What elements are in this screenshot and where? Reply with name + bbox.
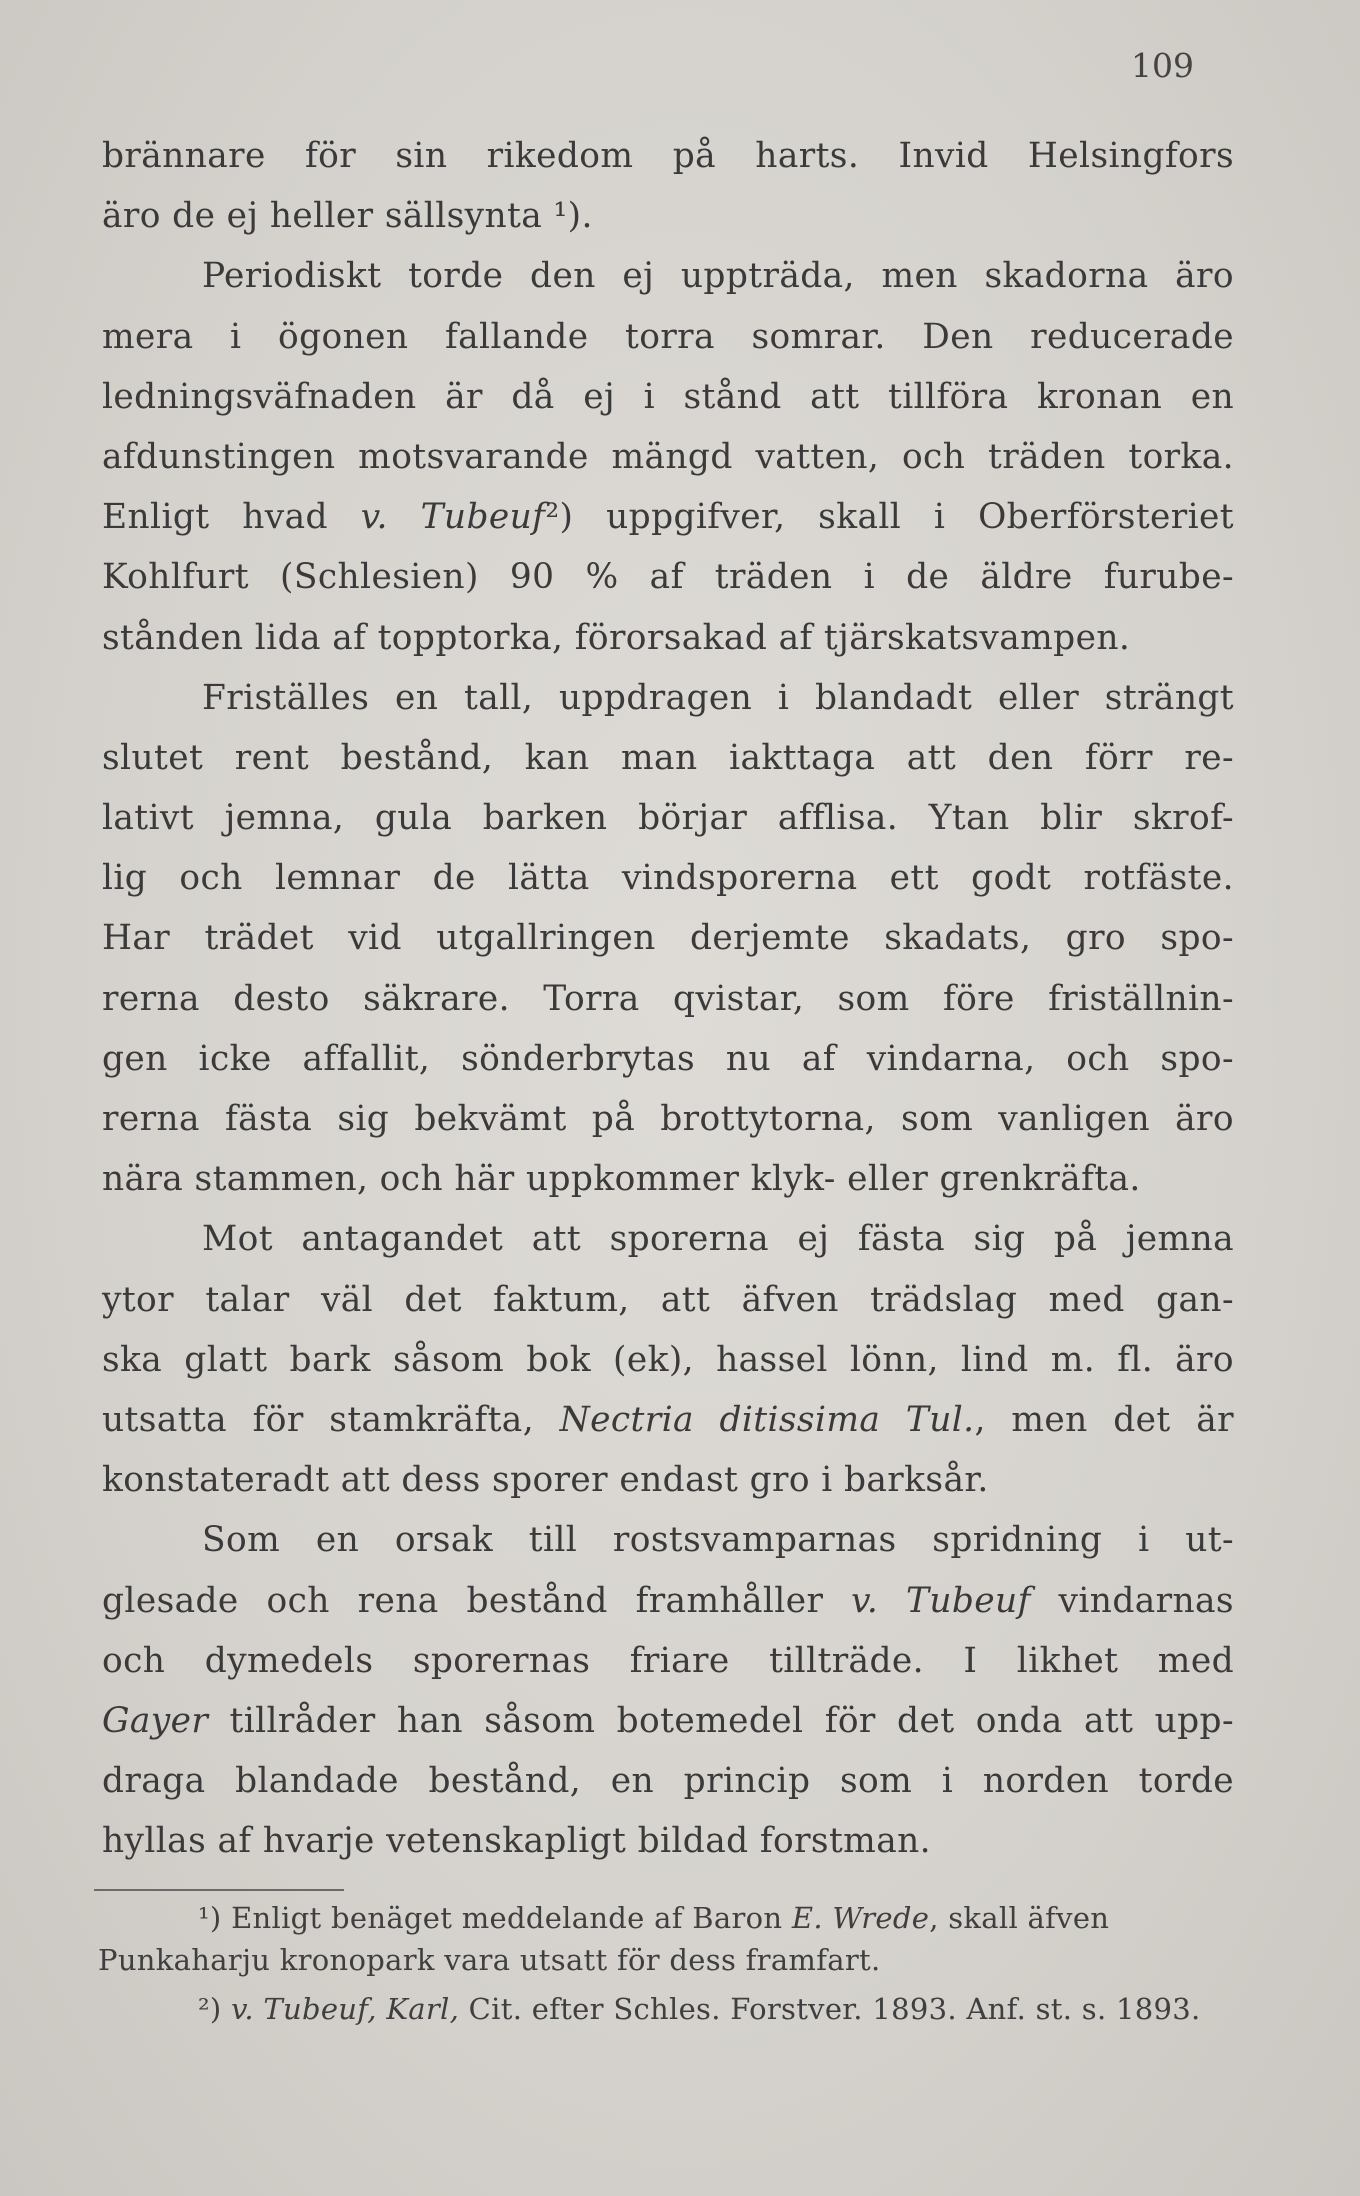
page-number: 109 bbox=[1131, 46, 1194, 85]
text-line: afdunstingen motsvarande mängd vatten, och träden torka. bbox=[102, 436, 1234, 477]
footnote-1-continued: Punkaharju kronopark vara utsatt för dess framfart. bbox=[98, 1943, 881, 1977]
text-line: rerna desto säkrare. Torra qvistar, som före friställnin- bbox=[102, 978, 1234, 1019]
text-line: Mot antagandet att sporerna ej fästa sig på jemna bbox=[202, 1219, 1234, 1260]
text-line: rerna fästa sig bekvämt på brottytorna, som vanligen äro bbox=[102, 1099, 1234, 1139]
text-line: Periodiskt torde den ej uppträda, men skadorna äro bbox=[202, 256, 1234, 297]
text-line: lativt jemna, gula barken börjar afflisa. Ytan blir skrof- bbox=[102, 798, 1234, 839]
footnote-marker: ¹) bbox=[198, 1901, 222, 1935]
text-line: lig och lemnar de lätta vindsporerna ett godt rotfäste. bbox=[102, 858, 1234, 899]
author-name: v. Tubeuf bbox=[360, 497, 546, 538]
text-line: och dymedels sporernas friare tillträde. I likhet med bbox=[102, 1640, 1234, 1681]
footnote-text: Cit. efter Schles. Forstver. 1893. Anf. st. s. 1893. bbox=[468, 1992, 1201, 2026]
text-line: ledningsväfnaden är då ej i stånd att tillföra kronan en bbox=[102, 376, 1234, 417]
text-segment: glesade och rena bestånd framhåller bbox=[102, 1580, 824, 1621]
species-name: Nectria ditissima Tul. bbox=[559, 1399, 975, 1440]
text-segment: ²) uppgifver, skall i Oberförsteriet bbox=[545, 497, 1234, 538]
text-line: Som en orsak till rostsvamparnas spridning i ut- bbox=[202, 1520, 1234, 1561]
text-line: hyllas af hvarje vetenskapligt bildad forstman. bbox=[102, 1821, 931, 1862]
text-line bbox=[102, 487, 1234, 547]
text-line: Friställes en tall, uppdragen i blandadt eller strängt bbox=[202, 677, 1234, 718]
footnotes bbox=[98, 1897, 1230, 2030]
text-segment: utsatta för stamkräfta, bbox=[102, 1399, 535, 1440]
text-segment: , men det är bbox=[974, 1399, 1234, 1440]
text-line: gen icke affallit, sönderbrytas nu af vindarna, och spo- bbox=[102, 1038, 1234, 1079]
text-line: slutet rent bestånd, kan man iakttaga att den förr re- bbox=[102, 737, 1234, 778]
text-line: konstateradt att dess sporer endast gro i barksår. bbox=[102, 1460, 989, 1501]
text-line: Kohlfurt (Schlesien) 90 % af träden i de äldre furube- bbox=[102, 557, 1234, 598]
text-segment: tillråder han såsom botemedel för det onda att upp- bbox=[229, 1700, 1234, 1741]
text-line bbox=[102, 1571, 1234, 1631]
footnote-2 bbox=[98, 1988, 1230, 2030]
text-line bbox=[102, 1691, 1234, 1751]
text-line: Har trädet vid utgallringen derjemte skadats, gro spo- bbox=[102, 918, 1234, 959]
author-name: v. Tubeuf bbox=[851, 1580, 1031, 1621]
text-line: ska glatt bark såsom bok (ek), hassel lönn, lind m. fl. äro bbox=[102, 1339, 1234, 1380]
footnote-1 bbox=[98, 1897, 1230, 1939]
text-line: nära stammen, och här uppkommer klyk- eller grenkräfta. bbox=[102, 1159, 1141, 1200]
text-segment: Enligt hvad bbox=[102, 497, 328, 538]
text-line: draga blandade bestånd, en princip som i norden torde bbox=[102, 1761, 1234, 1802]
text-segment: vindarnas bbox=[1058, 1580, 1234, 1621]
text-line: stånden lida af topptorka, förorsakad af tjärskatsvampen. bbox=[102, 617, 1131, 658]
text-line: mera i ögonen fallande torra somrar. Den reducerade bbox=[102, 316, 1234, 357]
text-line: äro de ej heller sällsynta ¹). bbox=[102, 196, 593, 237]
footnote-name: E. Wrede bbox=[791, 1901, 930, 1935]
footnote-text: Enligt benäget meddelande af Baron bbox=[231, 1901, 783, 1935]
body-text bbox=[102, 126, 1234, 1871]
author-name: Gayer bbox=[102, 1700, 209, 1741]
footnote-text: , skall äfven bbox=[929, 1901, 1110, 1935]
text-line: ytor talar väl det faktum, att äfven trädslag med gan- bbox=[102, 1279, 1234, 1320]
footnote-divider bbox=[94, 1889, 344, 1891]
footnote-name: v. Tubeuf, Karl, bbox=[231, 1992, 460, 2026]
footnote-marker: ²) bbox=[198, 1992, 222, 2026]
text-line: brännare för sin rikedom på harts. Invid Helsingfors bbox=[102, 136, 1234, 176]
text-line bbox=[102, 1390, 1234, 1450]
